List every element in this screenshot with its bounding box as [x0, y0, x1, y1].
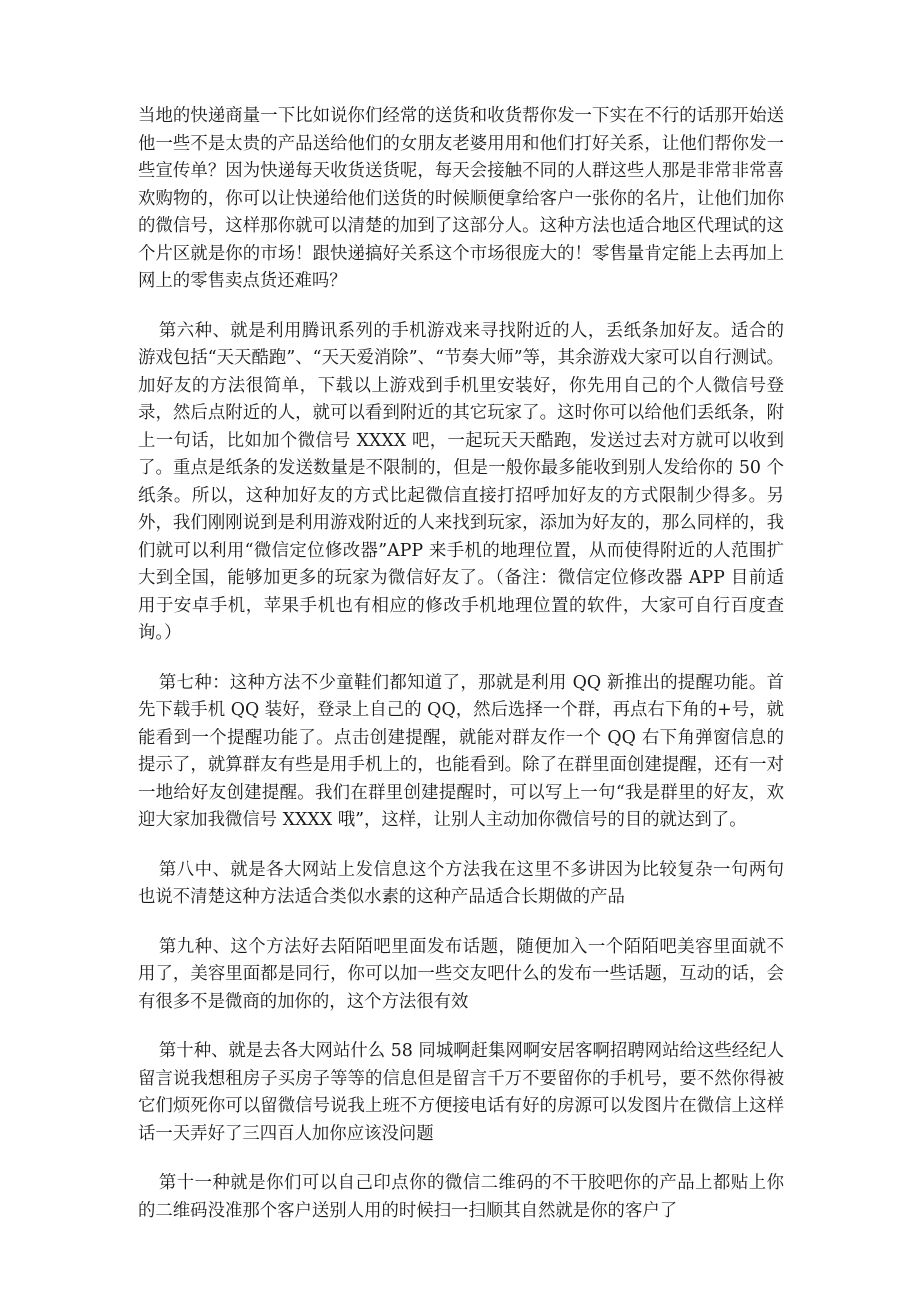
document-body [138, 103, 784, 1247]
paragraph-method-ten: 第十种、就是去各大网站什么 58 同城啊赶集网啊安居客啊招聘网站给这些经纪人留言说我想租房子买房子等等的信息但是留言千万不要留你的手机号，要不然你得被它们烦死你可以留微信号说我上班不方便接电话有好的房源可以发图片在微信上这样话一天弄好了三四百人加你应该没问题 [138, 1041, 784, 1144]
paragraph-method-eleven: 第十一种就是你们可以自己印点你的微信二维码的不干胶吧你的产品上都贴上你的二维码没准那个客户送别人用的时候扫一扫顺其自然就是你的客户了 [138, 1173, 784, 1221]
paragraph-method-eight: 第八中、就是各大网站上发信息这个方法我在这里不多讲因为比较复杂一句两句也说不清楚这种方法适合类似水素的这种产品适合长期做的产品 [138, 859, 784, 907]
paragraph-courier-promotion: 当地的快递商量一下比如说你们经常的送货和收货帮你发一下实在不行的话那开始送他一些不是太贵的产品送给他们的女朋友老婆用用和他们打好关系，让他们帮你发一些宣传单？因为快递每天收货送货呢，每天会接触不同的人群这些人那是非常非常喜欢购物的，你可以让快递给他们送货的时候顺便拿给客户一张你的名片，让他们加你的微信号，这样那你就可以清楚的加到了这部分人。这种方法也适合地区代理试的这个片区就是你的市场！跟快递搞好关系这个市场很庞大的！零售量肯定能上去再加上网上的零售卖点货还难吗？ [138, 106, 784, 291]
paragraph-method-six: 第六种、就是利用腾讯系列的手机游戏来寻找附近的人，丢纸条加好友。适合的游戏包括“天天酷跑”、“天天爱消除”、“节奏大师”等，其余游戏大家可以自行测试。加好友的方法很简单，下载以上游戏到手机里安装好，你先用自己的个人微信号登录，然后点附近的人，就可以看到附近的其它玩家了。这时你可以给他们丢纸条，附上一句话，比如加个微信号 XXXX 吧，一起玩天天酷跑，发送过去对方就可以收到了。重点是纸条的发送数量是不限制的，但是一般你最多能收到别人发给你的 50 个纸条。所以，这种加好友的方式比起微信直接打招呼加好友的方式限制少得多。另外，我们刚刚说到是利用游戏附近的人来找到玩家，添加为好友的，那么同样的，我们就可以利用“微信定位修改器”APP 来手机的地理位置，从而使得附近的人范围扩大到全国，能够加更多的玩家为微信好友了。（备注：微信定位修改器 APP 目前适用于安卓手机，苹果手机也有相应的修改手机地理位置的软件，大家可自行百度查询。） [138, 320, 784, 643]
paragraph-method-nine: 第九种、这个方法好去陌陌吧里面发布话题，随便加入一个陌陌吧美容里面就不用了，美容里面都是同行，你可以加一些交友吧什么的发布一些话题，互动的话，会有很多不是微商的加你的，这个方法很有效 [138, 936, 784, 1012]
paragraph-method-seven: 第七种：这种方法不少童鞋们都知道了，那就是利用 QQ 新推出的提醒功能。首先下载手机 QQ 装好，登录上自己的 QQ，然后选择一个群，再点右下角的+号，就能看到一个提醒功能了。点击创建提醒，就能对群友作一个 QQ 右下角弹窗信息的提示了，就算群友有些是用手机上的，也能看到。除了在群里面创建提醒，还有一对一地给好友创建提醒。我们在群里创建提醒时，可以写上一句“我是群里的好友，欢迎大家加我微信号 XXXX 哦”，这样，让别人主动加你微信号的目的就达到了。 [138, 672, 784, 830]
